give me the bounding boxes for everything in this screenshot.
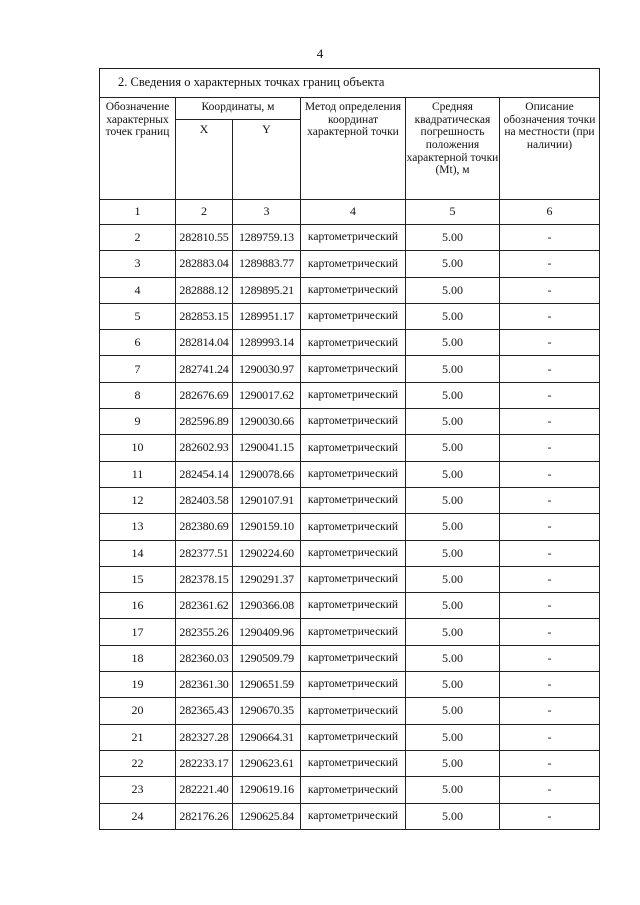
y-coordinate-cell: 1290017.62: [233, 382, 301, 408]
table-row: [100, 277, 600, 303]
y-coordinate-cell: 1289993.14: [233, 330, 301, 356]
point-number-cell: 3: [100, 251, 176, 277]
description-cell: -: [500, 251, 600, 277]
accuracy-cell: 5.00: [406, 566, 500, 592]
column-number-row: [100, 200, 600, 225]
accuracy-cell: 5.00: [406, 724, 500, 750]
column-number: 5: [406, 200, 500, 225]
header-accuracy: Средняя квадратическая погрешность положения характерной точки (Mt), м: [406, 98, 500, 200]
accuracy-cell: 5.00: [406, 251, 500, 277]
table-row: [100, 619, 600, 645]
y-coordinate-cell: 1290651.59: [233, 672, 301, 698]
description-cell: -: [500, 593, 600, 619]
method-cell: картометрический: [301, 750, 406, 776]
y-coordinate-cell: 1290030.97: [233, 356, 301, 382]
accuracy-cell: 5.00: [406, 409, 500, 435]
x-coordinate-cell: 282883.04: [176, 251, 233, 277]
accuracy-cell: 5.00: [406, 619, 500, 645]
y-coordinate-cell: 1290409.96: [233, 619, 301, 645]
table-row: [100, 750, 600, 776]
description-cell: -: [500, 514, 600, 540]
table-row: [100, 645, 600, 671]
accuracy-cell: 5.00: [406, 750, 500, 776]
point-number-cell: 24: [100, 803, 176, 829]
y-coordinate-cell: 1289951.17: [233, 303, 301, 329]
method-cell: картометрический: [301, 435, 406, 461]
y-coordinate-cell: 1290509.79: [233, 645, 301, 671]
method-cell: картометрический: [301, 698, 406, 724]
accuracy-cell: 5.00: [406, 698, 500, 724]
method-cell: картометрический: [301, 330, 406, 356]
table-row: [100, 724, 600, 750]
boundary-points-table: [99, 68, 600, 830]
table-row: [100, 672, 600, 698]
y-coordinate-cell: 1290670.35: [233, 698, 301, 724]
y-coordinate-cell: 1289895.21: [233, 277, 301, 303]
header-description: Описание обозначения точки на местности (при наличии): [500, 98, 600, 200]
x-coordinate-cell: 282602.93: [176, 435, 233, 461]
description-cell: -: [500, 356, 600, 382]
y-coordinate-cell: 1290159.10: [233, 514, 301, 540]
method-cell: картометрический: [301, 461, 406, 487]
table-row: [100, 593, 600, 619]
point-number-cell: 12: [100, 487, 176, 513]
header-x: X: [176, 120, 233, 200]
x-coordinate-cell: 282176.26: [176, 803, 233, 829]
y-coordinate-cell: 1290030.66: [233, 409, 301, 435]
table-row: [100, 514, 600, 540]
section-title: 2. Сведения о характерных точках границ объекта: [100, 69, 600, 98]
method-cell: картометрический: [301, 487, 406, 513]
x-coordinate-cell: 282810.55: [176, 225, 233, 251]
y-coordinate-cell: 1290291.37: [233, 566, 301, 592]
method-cell: картометрический: [301, 777, 406, 803]
method-cell: картометрический: [301, 303, 406, 329]
y-coordinate-cell: 1290078.66: [233, 461, 301, 487]
description-cell: -: [500, 303, 600, 329]
x-coordinate-cell: 282454.14: [176, 461, 233, 487]
y-coordinate-cell: 1290366.08: [233, 593, 301, 619]
table-row: [100, 461, 600, 487]
point-number-cell: 16: [100, 593, 176, 619]
y-coordinate-cell: 1290625.84: [233, 803, 301, 829]
accuracy-cell: 5.00: [406, 672, 500, 698]
method-cell: картометрический: [301, 540, 406, 566]
accuracy-cell: 5.00: [406, 330, 500, 356]
table-row: [100, 409, 600, 435]
point-number-cell: 2: [100, 225, 176, 251]
accuracy-cell: 5.00: [406, 461, 500, 487]
section-title-row: [100, 69, 600, 98]
description-cell: -: [500, 672, 600, 698]
data-rows: [100, 225, 600, 830]
column-number: 6: [500, 200, 600, 225]
point-number-cell: 4: [100, 277, 176, 303]
description-cell: -: [500, 225, 600, 251]
accuracy-cell: 5.00: [406, 435, 500, 461]
method-cell: картометрический: [301, 672, 406, 698]
description-cell: -: [500, 724, 600, 750]
table-row: [100, 356, 600, 382]
description-cell: -: [500, 645, 600, 671]
accuracy-cell: 5.00: [406, 645, 500, 671]
accuracy-cell: 5.00: [406, 303, 500, 329]
accuracy-cell: 5.00: [406, 540, 500, 566]
table-row: [100, 225, 600, 251]
x-coordinate-cell: 282365.43: [176, 698, 233, 724]
header-row-1: [100, 98, 600, 120]
point-number-cell: 7: [100, 356, 176, 382]
y-coordinate-cell: 1289883.77: [233, 251, 301, 277]
table-row: [100, 698, 600, 724]
accuracy-cell: 5.00: [406, 356, 500, 382]
method-cell: картометрический: [301, 593, 406, 619]
page-number: 4: [316, 46, 324, 61]
method-cell: картометрический: [301, 409, 406, 435]
point-number-cell: 19: [100, 672, 176, 698]
point-number-cell: 5: [100, 303, 176, 329]
method-cell: картометрический: [301, 277, 406, 303]
accuracy-cell: 5.00: [406, 277, 500, 303]
description-cell: -: [500, 382, 600, 408]
x-coordinate-cell: 282888.12: [176, 277, 233, 303]
point-number-cell: 21: [100, 724, 176, 750]
x-coordinate-cell: 282361.62: [176, 593, 233, 619]
point-number-cell: 9: [100, 409, 176, 435]
table-row: [100, 566, 600, 592]
description-cell: -: [500, 566, 600, 592]
table-row: [100, 487, 600, 513]
method-cell: картометрический: [301, 724, 406, 750]
table-row: [100, 303, 600, 329]
point-number-cell: 18: [100, 645, 176, 671]
accuracy-cell: 5.00: [406, 382, 500, 408]
method-cell: картометрический: [301, 645, 406, 671]
point-number-cell: 6: [100, 330, 176, 356]
table-row: [100, 251, 600, 277]
y-coordinate-cell: 1290623.61: [233, 750, 301, 776]
column-number: 4: [301, 200, 406, 225]
accuracy-cell: 5.00: [406, 803, 500, 829]
x-coordinate-cell: 282377.51: [176, 540, 233, 566]
method-cell: картометрический: [301, 356, 406, 382]
point-number-cell: 11: [100, 461, 176, 487]
description-cell: -: [500, 540, 600, 566]
table-row: [100, 435, 600, 461]
description-cell: -: [500, 461, 600, 487]
accuracy-cell: 5.00: [406, 514, 500, 540]
y-coordinate-cell: 1290224.60: [233, 540, 301, 566]
point-number-cell: 14: [100, 540, 176, 566]
point-number-cell: 13: [100, 514, 176, 540]
method-cell: картометрический: [301, 619, 406, 645]
accuracy-cell: 5.00: [406, 593, 500, 619]
y-coordinate-cell: 1290107.91: [233, 487, 301, 513]
column-number: 1: [100, 200, 176, 225]
x-coordinate-cell: 282361.30: [176, 672, 233, 698]
method-cell: картометрический: [301, 514, 406, 540]
x-coordinate-cell: 282233.17: [176, 750, 233, 776]
description-cell: -: [500, 409, 600, 435]
point-number-cell: 17: [100, 619, 176, 645]
x-coordinate-cell: 282853.15: [176, 303, 233, 329]
y-coordinate-cell: 1290041.15: [233, 435, 301, 461]
table-row: [100, 330, 600, 356]
point-number-cell: 8: [100, 382, 176, 408]
x-coordinate-cell: 282355.26: [176, 619, 233, 645]
x-coordinate-cell: 282403.58: [176, 487, 233, 513]
description-cell: -: [500, 619, 600, 645]
column-number: 2: [176, 200, 233, 225]
y-coordinate-cell: 1290619.16: [233, 777, 301, 803]
x-coordinate-cell: 282327.28: [176, 724, 233, 750]
x-coordinate-cell: 282741.24: [176, 356, 233, 382]
point-number-cell: 20: [100, 698, 176, 724]
accuracy-cell: 5.00: [406, 225, 500, 251]
x-coordinate-cell: 282676.69: [176, 382, 233, 408]
method-cell: картометрический: [301, 382, 406, 408]
x-coordinate-cell: 282221.40: [176, 777, 233, 803]
description-cell: -: [500, 777, 600, 803]
header-coordinates: Координаты, м: [176, 98, 301, 120]
x-coordinate-cell: 282378.15: [176, 566, 233, 592]
point-number-cell: 23: [100, 777, 176, 803]
description-cell: -: [500, 698, 600, 724]
description-cell: -: [500, 750, 600, 776]
accuracy-cell: 5.00: [406, 777, 500, 803]
x-coordinate-cell: 282380.69: [176, 514, 233, 540]
description-cell: -: [500, 803, 600, 829]
method-cell: картометрический: [301, 566, 406, 592]
point-number-cell: 10: [100, 435, 176, 461]
description-cell: -: [500, 330, 600, 356]
table-row: [100, 382, 600, 408]
table-row: [100, 777, 600, 803]
point-number-cell: 22: [100, 750, 176, 776]
description-cell: -: [500, 435, 600, 461]
header-y: Y: [233, 120, 301, 200]
header-designation: Обозначение характерных точек границ: [100, 98, 176, 200]
method-cell: картометрический: [301, 803, 406, 829]
description-cell: -: [500, 277, 600, 303]
column-number: 3: [233, 200, 301, 225]
method-cell: картометрический: [301, 225, 406, 251]
x-coordinate-cell: 282596.89: [176, 409, 233, 435]
table-row: [100, 540, 600, 566]
header-method: Метод определения координат характерной точки: [301, 98, 406, 200]
y-coordinate-cell: 1289759.13: [233, 225, 301, 251]
x-coordinate-cell: 282360.03: [176, 645, 233, 671]
accuracy-cell: 5.00: [406, 487, 500, 513]
table-row: [100, 803, 600, 829]
y-coordinate-cell: 1290664.31: [233, 724, 301, 750]
point-number-cell: 15: [100, 566, 176, 592]
x-coordinate-cell: 282814.04: [176, 330, 233, 356]
description-cell: -: [500, 487, 600, 513]
method-cell: картометрический: [301, 251, 406, 277]
